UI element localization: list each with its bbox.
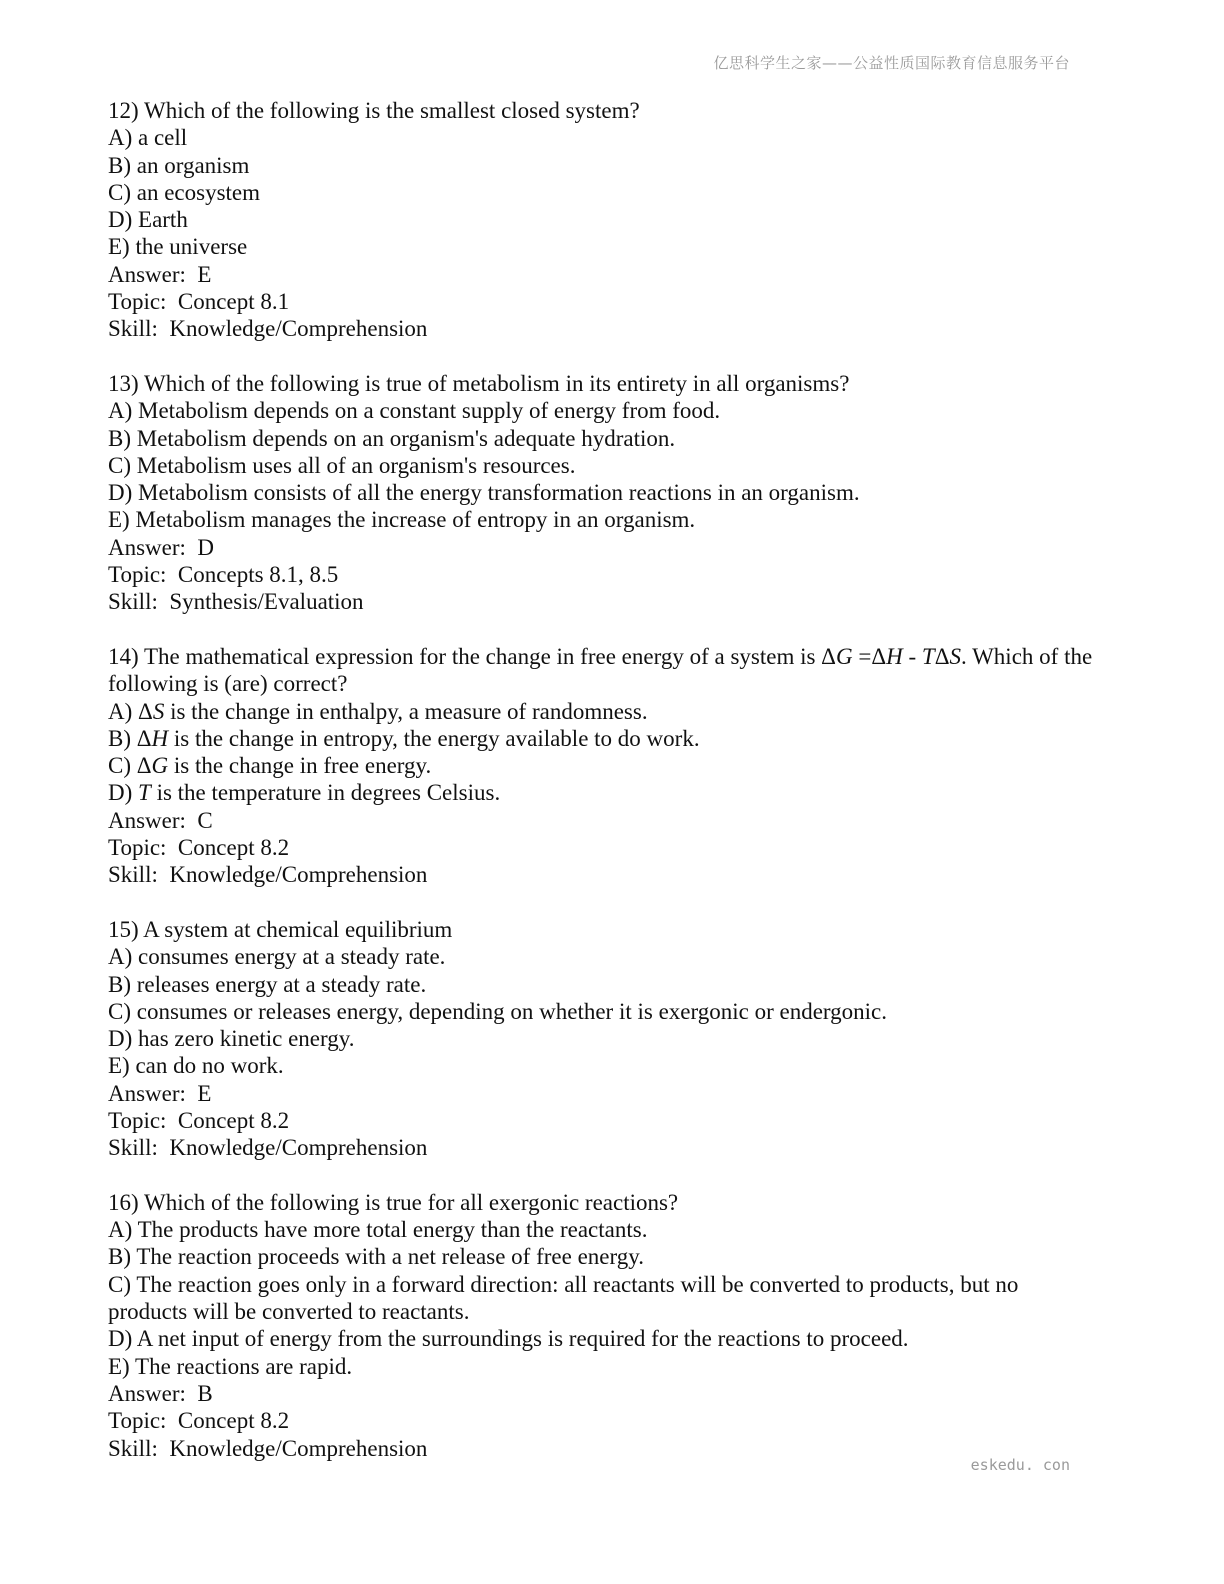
question-12 bbox=[108, 97, 1103, 343]
option-d: D) Earth bbox=[108, 207, 188, 233]
option-b: B) Metabolism depends on an organism's adequate hydration. bbox=[108, 425, 676, 451]
skill-line: Skill: Knowledge/Comprehension bbox=[108, 1435, 428, 1461]
option-c: C) an ecosystem bbox=[108, 179, 261, 205]
topic-line: Topic: Concept 8.2 bbox=[108, 1107, 290, 1133]
option-a: A) Metabolism depends on a constant supply of energy from food. bbox=[108, 398, 721, 424]
option-b: B) an organism bbox=[108, 152, 250, 178]
option-d: D) A net input of energy from the surroundings is required for the reactions to proceed. bbox=[108, 1326, 909, 1352]
topic-line: Topic: Concept 8.2 bbox=[108, 1408, 290, 1434]
skill-line: Skill: Knowledge/Comprehension bbox=[108, 316, 428, 342]
header-site-text: 亿思科学生之家——公益性质国际教育信息服务平台 bbox=[713, 54, 1070, 72]
option-c: C) The reaction goes only in a forward direction: all reactants will be converted to products, but no products will be converted to reactants. bbox=[108, 1271, 1025, 1325]
question-13 bbox=[108, 370, 1103, 616]
option-b: B) The reaction proceeds with a net release of free energy. bbox=[108, 1244, 644, 1270]
answer-line: Answer: C bbox=[108, 807, 213, 833]
option-e: E) can do no work. bbox=[108, 1053, 284, 1079]
option-a: A) The products have more total energy than the reactants. bbox=[108, 1217, 648, 1243]
answer-line: Answer: E bbox=[108, 1080, 212, 1106]
question-stem: 13) Which of the following is true of metabolism in its entirety in all organisms? bbox=[108, 370, 850, 396]
skill-line: Skill: Synthesis/Evaluation bbox=[108, 589, 364, 615]
question-stem: 14) The mathematical expression for the change in free energy of a system is ΔG =ΔH - TΔS. Which of the following is (are) correct? bbox=[108, 643, 1098, 697]
answer-line: Answer: D bbox=[108, 534, 215, 560]
question-stem: 12) Which of the following is the smallest closed system? bbox=[108, 98, 640, 123]
skill-line: Skill: Knowledge/Comprehension bbox=[108, 1135, 428, 1161]
question-stem: 16) Which of the following is true for all exergonic reactions? bbox=[108, 1189, 679, 1215]
option-a: A) consumes energy at a steady rate. bbox=[108, 944, 446, 970]
option-a: A) ΔS is the change in enthalpy, a measure of randomness. bbox=[108, 698, 648, 724]
topic-line: Topic: Concept 8.2 bbox=[108, 835, 290, 861]
option-b: B) releases energy at a steady rate. bbox=[108, 971, 427, 997]
question-14 bbox=[108, 643, 1103, 889]
topic-line: Topic: Concepts 8.1, 8.5 bbox=[108, 562, 339, 588]
option-c: C) Metabolism uses all of an organism's resources. bbox=[108, 452, 576, 478]
question-15 bbox=[108, 916, 1103, 1162]
option-b: B) ΔH is the change in entropy, the energy available to do work. bbox=[108, 725, 700, 751]
question-16 bbox=[108, 1189, 1103, 1462]
skill-line: Skill: Knowledge/Comprehension bbox=[108, 862, 428, 888]
option-a: A) a cell bbox=[108, 125, 188, 151]
answer-line: Answer: B bbox=[108, 1380, 213, 1406]
option-e: E) The reactions are rapid. bbox=[108, 1353, 353, 1379]
option-e: E) Metabolism manages the increase of entropy in an organism. bbox=[108, 507, 696, 533]
option-c: C) consumes or releases energy, depending on whether it is exergonic or endergonic. bbox=[108, 998, 888, 1024]
option-d: D) has zero kinetic energy. bbox=[108, 1026, 355, 1052]
option-d: D) Metabolism consists of all the energy transformation reactions in an organism. bbox=[108, 480, 860, 506]
footer-site-url: eskedu. con bbox=[970, 1456, 1070, 1474]
option-e: E) the universe bbox=[108, 234, 248, 260]
option-d: D) T is the temperature in degrees Celsius. bbox=[108, 780, 501, 806]
topic-line: Topic: Concept 8.1 bbox=[108, 289, 290, 315]
question-stem: 15) A system at chemical equilibrium bbox=[108, 916, 453, 942]
document-body bbox=[108, 97, 1103, 1489]
option-c: C) ΔG is the change in free energy. bbox=[108, 753, 432, 779]
answer-line: Answer: E bbox=[108, 261, 212, 287]
